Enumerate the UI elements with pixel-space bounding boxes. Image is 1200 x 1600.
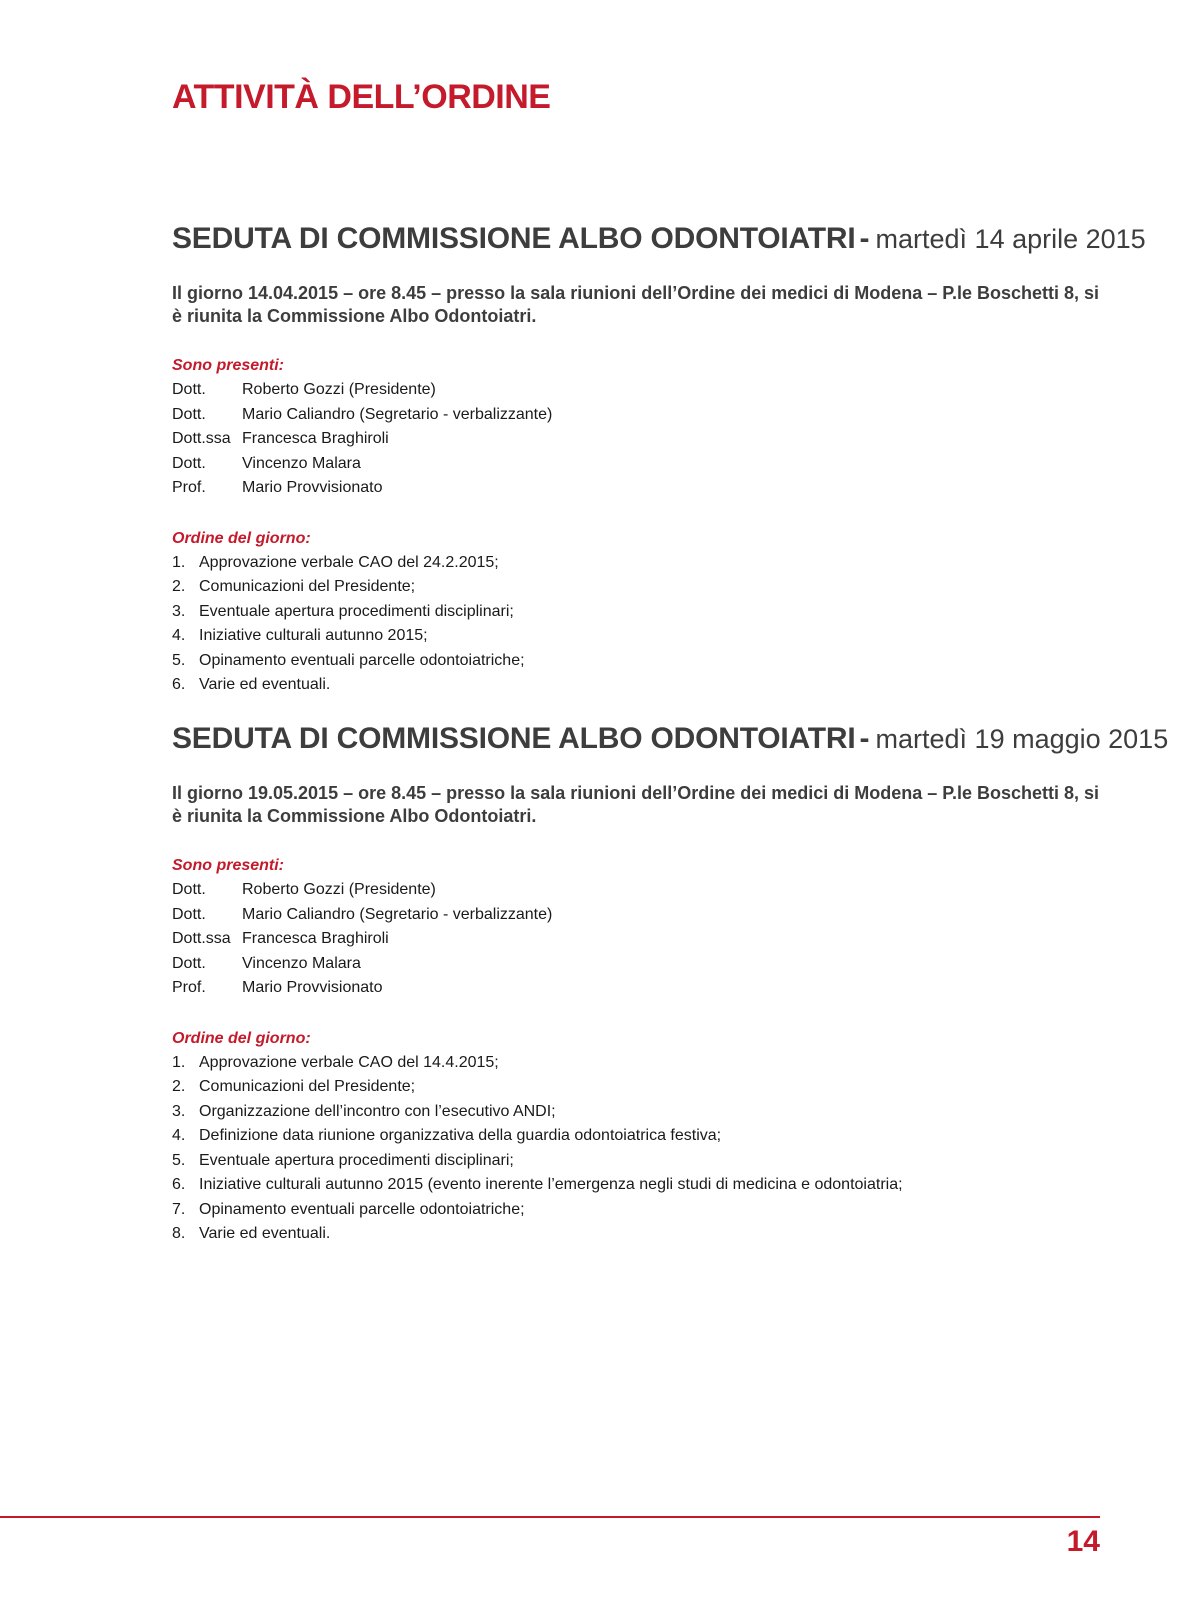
agenda-text: Opinamento eventuali parcelle odontoiatriche; (199, 1200, 525, 1218)
present-title: Dott. (172, 381, 206, 398)
agenda-number: 2. (172, 1078, 186, 1095)
agenda-text: Iniziative culturali autunno 2015; (199, 627, 428, 644)
present-item (172, 878, 1100, 903)
present-item (172, 927, 1100, 952)
agenda-item (172, 1173, 1100, 1198)
agenda-item (172, 1100, 1100, 1125)
present-name: Mario Provvisionato (242, 479, 383, 496)
session-title (172, 722, 1169, 755)
agenda-text: Comunicazioni del Presidente; (199, 578, 416, 595)
present-title: Dott. (172, 405, 206, 423)
session-title-separator: - (859, 222, 870, 255)
agenda-item (172, 1198, 1100, 1223)
agenda-text: Varie ed eventuali. (199, 1225, 331, 1242)
agenda-number: 3. (172, 1102, 186, 1120)
agenda-number: 5. (172, 651, 186, 669)
agenda-text: Definizione data riunione organizzativa della guardia odontoiatrica festiva; (199, 1127, 722, 1144)
session-intro: Il giorno 14.04.2015 – ore 8.45 – presso la sala riunioni dell’Ordine dei medici di Modena – P.le Boschetti 8, si è riunita la Commissione Albo Odontoiatri. (172, 283, 1100, 326)
present-name: Vincenzo Malara (242, 954, 361, 972)
agenda-item (172, 1124, 1100, 1149)
agenda-number: 8. (172, 1225, 186, 1242)
session-intro: Il giorno 19.05.2015 – ore 8.45 – presso la sala riunioni dell’Ordine dei medici di Modena – P.le Boschetti 8, si è riunita la Commissione Albo Odontoiatri. (172, 783, 1100, 826)
agenda-number: 6. (172, 676, 186, 693)
present-list (172, 878, 1100, 1001)
agenda-text: Iniziative culturali autunno 2015 (evento inerente l’emergenza negli studi di medicina e odontoiatria; (199, 1176, 903, 1193)
present-item (172, 427, 1100, 452)
present-title: Dott. (172, 905, 206, 923)
agenda-label: Ordine del giorno: (172, 529, 311, 547)
agenda-item (172, 649, 1100, 674)
agenda-item (172, 575, 1100, 600)
agenda-list (172, 551, 1100, 698)
session-title-main: SEDUTA DI COMMISSIONE ALBO ODONTOIATRI (172, 222, 856, 255)
present-name: Mario Caliandro (Segretario - verbalizzante) (242, 905, 553, 923)
present-name: Francesca Braghiroli (242, 930, 389, 947)
agenda-item (172, 1075, 1100, 1100)
present-label: Sono presenti: (172, 357, 285, 374)
present-title: Prof. (172, 479, 206, 496)
present-title: Dott. (172, 454, 206, 472)
present-item (172, 452, 1100, 477)
agenda-number: 1. (172, 1053, 186, 1071)
present-label: Sono presenti: (172, 857, 285, 874)
session-date: martedì 19 maggio 2015 (875, 724, 1169, 754)
present-list (172, 378, 1100, 501)
present-item (172, 952, 1100, 977)
agenda-number: 3. (172, 602, 186, 620)
present-name: Vincenzo Malara (242, 454, 361, 472)
agenda-text: Organizzazione dell’incontro con l’esecutivo ANDI; (199, 1102, 556, 1120)
agenda-number: 4. (172, 1127, 186, 1144)
present-title: Dott.ssa (172, 430, 231, 447)
agenda-text: Eventuale apertura procedimenti disciplinari; (199, 602, 514, 620)
agenda-item (172, 624, 1100, 649)
session-2 (172, 722, 1169, 1247)
session-title-separator: - (859, 722, 870, 755)
page-header-title: ATTIVITÀ DELL’ORDINE (172, 78, 551, 116)
agenda-item (172, 1222, 1100, 1247)
present-item (172, 403, 1100, 428)
present-name: Roberto Gozzi (Presidente) (242, 381, 436, 398)
agenda-number: 1. (172, 553, 186, 571)
present-title: Dott. (172, 954, 206, 972)
footer-divider (0, 1516, 1100, 1518)
present-name: Mario Provvisionato (242, 979, 383, 996)
agenda-text: Comunicazioni del Presidente; (199, 1078, 416, 1095)
agenda-text: Varie ed eventuali. (199, 676, 331, 693)
agenda-list (172, 1051, 1100, 1247)
agenda-text: Approvazione verbale CAO del 24.2.2015; (199, 553, 499, 571)
present-title: Dott.ssa (172, 930, 231, 947)
agenda-number: 2. (172, 578, 186, 595)
agenda-text: Opinamento eventuali parcelle odontoiatriche; (199, 651, 525, 669)
session-title (172, 222, 1146, 255)
agenda-number: 4. (172, 627, 186, 644)
agenda-number: 7. (172, 1200, 186, 1218)
present-item (172, 976, 1100, 1001)
agenda-item (172, 600, 1100, 625)
present-name: Roberto Gozzi (Presidente) (242, 881, 436, 898)
agenda-number: 6. (172, 1176, 186, 1193)
present-name: Francesca Braghiroli (242, 430, 389, 447)
present-title: Dott. (172, 881, 206, 898)
session-1 (172, 222, 1146, 698)
session-title-main: SEDUTA DI COMMISSIONE ALBO ODONTOIATRI (172, 722, 856, 755)
agenda-item (172, 1051, 1100, 1076)
agenda-text: Approvazione verbale CAO del 14.4.2015; (199, 1053, 499, 1071)
page-number: 14 (1066, 1525, 1100, 1558)
agenda-number: 5. (172, 1151, 186, 1169)
agenda-item (172, 673, 1100, 698)
present-name: Mario Caliandro (Segretario - verbalizzante) (242, 405, 553, 423)
agenda-item (172, 551, 1100, 576)
session-date: martedì 14 aprile 2015 (875, 224, 1146, 254)
present-title: Prof. (172, 979, 206, 996)
agenda-label: Ordine del giorno: (172, 1029, 311, 1047)
present-item (172, 378, 1100, 403)
agenda-item (172, 1149, 1100, 1174)
present-item (172, 903, 1100, 928)
agenda-text: Eventuale apertura procedimenti disciplinari; (199, 1151, 514, 1169)
present-item (172, 476, 1100, 501)
